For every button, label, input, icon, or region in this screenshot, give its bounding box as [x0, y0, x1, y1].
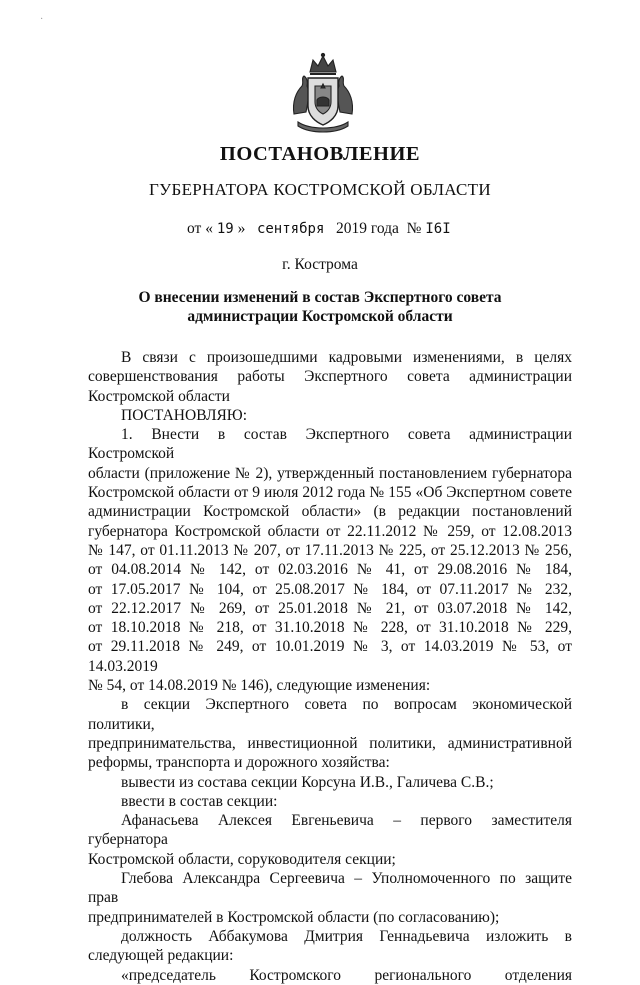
corner-mark: · [40, 14, 44, 25]
body-line: следующей редакции: [88, 947, 234, 965]
body-line: от 18.10.2018 № 218, от 31.10.2018 № 228, от 31.10.2018 № 229, [88, 619, 572, 637]
body-line: Костромской области от 9 июля 2012 года № 155 «Об Экспертном совете [88, 484, 572, 502]
body-line: должность Аббакумова Дмитрия Геннадьевича изложить в [121, 927, 572, 945]
coat-of-arms-emblem [288, 52, 358, 136]
body-line: ввести в состав секции: [121, 792, 278, 810]
heading-line: администрации Костромской области [187, 308, 453, 325]
body-line: администрации Костромской области» (в редакции постановлений [88, 503, 572, 521]
body-line: № 147, от 01.11.2013 № 207, от 17.11.2013 № 225, от 25.12.2013 № 256, [88, 541, 572, 559]
body-line: области (приложение № 2), утвержденный постановлением губернатора [88, 464, 572, 482]
date-day: 19 [216, 221, 234, 237]
body-line: № 54, от 14.08.2019 № 146), следующие изменения: [88, 677, 431, 695]
body-line: Афанасьева Алексея Евгеньевича – первого заместителя губернатора [88, 812, 572, 849]
heading-line: О внесении изменений в состав Экспертного совета [138, 289, 502, 306]
body-line: В связи с произошедшими кадровыми изменениями, в целях [121, 349, 572, 366]
date-month: сентября [256, 221, 325, 237]
number-sign: № [406, 220, 422, 237]
city-line: г. Кострома [282, 256, 358, 273]
date-year: 2019 года [336, 220, 399, 237]
body-line: от 04.08.2014 № 142, от 02.03.2016 № 41, от 29.08.2016 № 184, [88, 561, 572, 579]
body-line: вывести из состава секции Корсуна И.В., Галичева С.В.; [121, 773, 494, 791]
body-line: от 17.05.2017 № 104, от 25.08.2017 № 184, от 07.11.2017 № 232, [88, 580, 572, 598]
body-line: предпринимателей в Костромской области (по согласованию); [88, 908, 500, 926]
document-heading [0, 288, 640, 326]
body-line: 1. Внести в состав Экспертного совета администрации Костромской [88, 426, 572, 463]
body-line: «председатель Костромского регионального отделения [121, 966, 572, 984]
date-day-close: » [237, 220, 246, 237]
body-line: Костромской области [88, 387, 230, 405]
body-line: реформы, транспорта и дорожного хозяйства: [88, 754, 390, 772]
date-line [187, 220, 451, 238]
document-subtitle: ГУБЕРНАТОРА КОСТРОМСКОЙ ОБЛАСТИ [149, 180, 491, 199]
body-line: ПОСТАНОВЛЯЮ: [121, 406, 248, 424]
document-number: I6I [425, 221, 451, 237]
body-line: Глебова Александра Сергеевича – Уполномоченного по защите прав [88, 870, 572, 907]
body-line: предпринимательства, инвестиционной политики, административной [88, 734, 572, 752]
body-line: от 22.12.2017 № 269, от 25.01.2018 № 21, от 03.07.2018 № 142, [88, 599, 572, 617]
body-line: в секции Экспертного совета по вопросам экономической политики, [88, 696, 572, 733]
date-prefix: от « [187, 220, 213, 237]
body-line: от 29.11.2018 № 249, от 10.01.2019 № 3, от 14.03.2019 № 53, от 14.03.2019 [88, 638, 572, 675]
document-body [88, 348, 572, 985]
body-line: совершенствования работы Экспертного совета администрации [88, 368, 572, 386]
body-line: Костромской области, соруководителя секции; [88, 850, 396, 868]
document-title: ПОСТАНОВЛЕНИЕ [219, 143, 421, 165]
body-line: губернатора Костромской области от 22.11.2012 № 259, от 12.08.2013 [88, 522, 572, 540]
